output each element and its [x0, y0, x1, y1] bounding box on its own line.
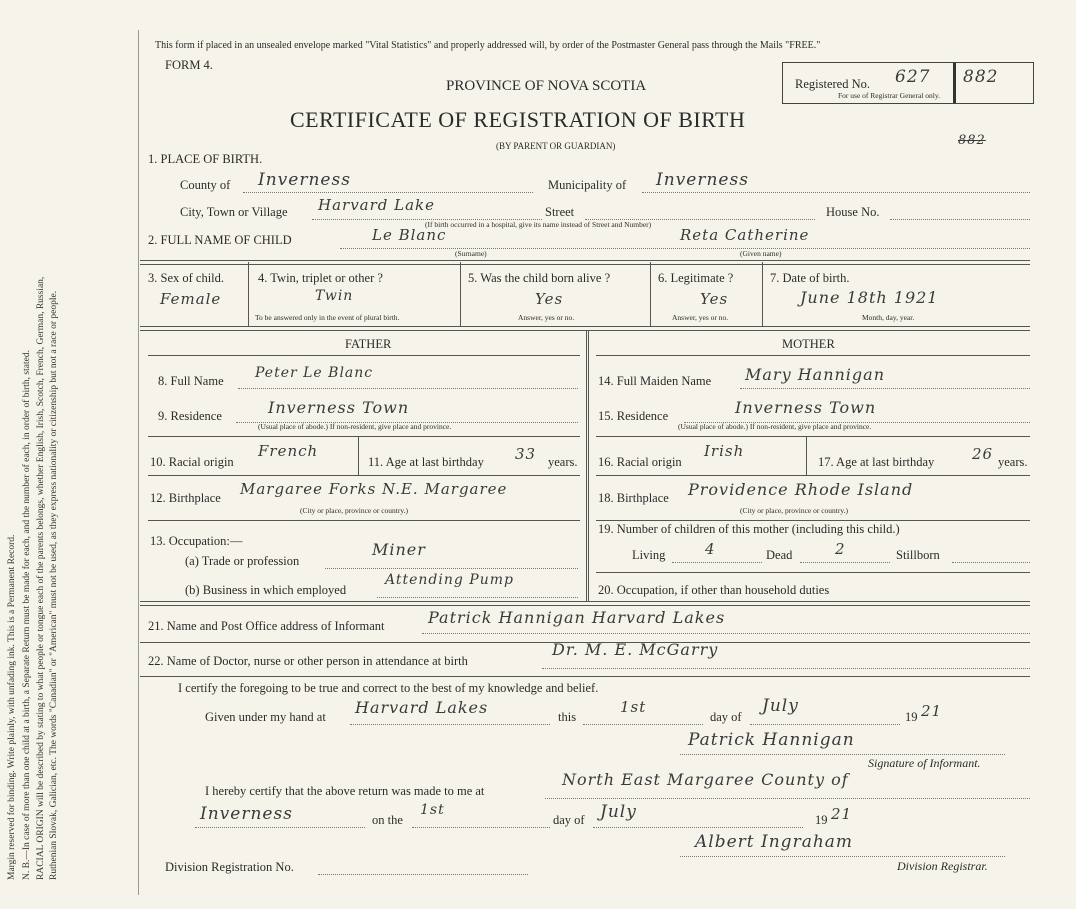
mother-heading: MOTHER [782, 337, 835, 351]
mother-residence-label: 15. Residence [598, 409, 669, 423]
hospital-note: (If birth occurred in a hospital, give its name instead of Street and Number) [425, 220, 652, 229]
rule [596, 520, 1030, 521]
day-of-label: day of [710, 710, 742, 724]
rule [140, 676, 1030, 677]
registrar-signature: Albert Ingraham [695, 832, 854, 852]
month-value: July [762, 696, 799, 716]
day-value: 1st [620, 698, 647, 716]
business-value: Attending Pump [385, 572, 514, 588]
mother-name: Mary Hannigan [745, 365, 885, 384]
mother-age-label: 17. Age at last birthday [818, 455, 935, 469]
child-name-line [340, 248, 1030, 249]
registered-number: 627 [895, 67, 931, 87]
province-heading: PROVINCE OF NOVA SCOTIA [446, 78, 647, 94]
place-of-birth-label: 1. PLACE OF BIRTH. [148, 152, 263, 166]
form-number: FORM 4. [165, 58, 213, 72]
house-label: House No. [826, 205, 880, 219]
father-name: Peter Le Blanc [255, 365, 374, 381]
informant-line [422, 633, 1030, 634]
sex-label: 3. Sex of child. [148, 271, 225, 285]
reg-place-2: Inverness [200, 804, 293, 824]
birth-date-label: 7. Date of birth. [770, 271, 850, 285]
mother-race-label: 16. Racial origin [598, 455, 682, 469]
mother-birthplace-note: (City or place, province or country.) [740, 506, 849, 515]
reg-day-line [412, 827, 550, 828]
trade-line [325, 568, 578, 569]
col-sep [460, 262, 461, 326]
mother-occupation-label: 20. Occupation, if other than household duties [598, 583, 830, 597]
father-race-label: 10. Racial origin [150, 455, 234, 469]
alive-label: 5. Was the child born alive ? [468, 271, 611, 285]
twin-note: To be answered only in the event of plural birth. [255, 313, 400, 322]
division-registration-label: Division Registration No. [165, 860, 294, 874]
doctor-label: 22. Name of Doctor, nurse or other person in attendance at birth [148, 654, 468, 668]
municipality-label: Municipality of [548, 178, 627, 192]
year-prefix: 19 [905, 710, 918, 724]
rule-father [148, 355, 580, 356]
county-value: Inverness [258, 170, 351, 190]
rule-mother [596, 355, 1030, 356]
col-sep [358, 437, 359, 475]
reg-day: 1st [420, 802, 445, 818]
father-residence-label: 9. Residence [158, 409, 222, 423]
rule-parents-top [140, 326, 1030, 331]
living-line [672, 562, 762, 563]
father-years: years. [548, 455, 578, 469]
doctor-value: Dr. M. E. McGarry [552, 640, 719, 659]
stillborn-label: Stillborn [896, 548, 940, 562]
child-surname: Le Blanc [372, 226, 447, 244]
sex-value: Female [160, 290, 222, 308]
twin-value: Twin [315, 288, 354, 304]
rule-top-row [140, 260, 1030, 265]
this-label: this [558, 710, 577, 724]
father-name-line [238, 388, 578, 389]
registered-label: Registered No. [795, 77, 870, 91]
on-the-label: on the [372, 813, 403, 827]
rule [148, 436, 580, 437]
registration-box [782, 62, 1034, 104]
rule [596, 436, 1030, 437]
business-line [377, 597, 578, 598]
year-value: 21 [921, 702, 943, 720]
mother-residence: Inverness Town [735, 398, 877, 417]
city-value: Harvard Lake [318, 196, 436, 214]
mother-name-label: 14. Full Maiden Name [598, 374, 712, 388]
house-line [890, 219, 1030, 220]
rule [148, 520, 580, 521]
trade-value: Miner [372, 540, 426, 559]
day-line [583, 724, 703, 725]
registrar-statement: I hereby certify that the above return was made to me at [205, 784, 485, 798]
occupation-label: 13. Occupation:— [150, 534, 243, 548]
mother-birthplace: Providence Rhode Island [688, 480, 914, 499]
informant-label: 21. Name and Post Office address of Informant [148, 619, 385, 633]
father-residence: Inverness Town [268, 398, 410, 417]
col-sep [248, 262, 249, 326]
twin-label: 4. Twin, triplet or other ? [258, 271, 383, 285]
certificate-title: CERTIFICATE OF REGISTRATION OF BIRTH [290, 107, 746, 132]
mother-years: years. [998, 455, 1028, 469]
registrar-note: For use of Registrar General only. [838, 91, 940, 100]
reg-place2-line [195, 827, 365, 828]
binding-line [138, 30, 139, 895]
margin-number: 882 [958, 133, 986, 148]
children-label: 19. Number of children of this mother (including this child.) [598, 522, 900, 536]
given-name-caption: (Given name) [740, 249, 782, 258]
father-race: French [258, 442, 319, 460]
father-heading: FATHER [345, 337, 392, 351]
father-birthplace: Margaree Forks N.E. Margaree [240, 480, 508, 498]
col-sep [806, 437, 807, 475]
father-residence-note: (Usual place of abode.) If non-resident, give place and province. [258, 422, 452, 431]
rule-informant-top [140, 601, 1030, 606]
col-sep [650, 262, 651, 326]
given-place-line [350, 724, 550, 725]
reg-month: July [600, 802, 637, 822]
signature-caption: Signature of Informant. [868, 756, 981, 770]
registered-number-2: 882 [963, 67, 999, 87]
dead-line [800, 562, 890, 563]
father-age: 33 [515, 445, 537, 463]
rule [148, 475, 580, 476]
informant-signature: Patrick Hannigan [688, 730, 855, 750]
mother-name-line [740, 388, 1030, 389]
parents-divider [586, 330, 589, 602]
father-birthplace-note: (City or place, province or country.) [300, 506, 409, 515]
dead-value: 2 [835, 540, 846, 558]
mail-notice: This form if placed in an unsealed envelope marked "Vital Statistics" and properly addressed will, by order of the Postmaster General pass through the Mails "FREE." [155, 40, 821, 51]
street-label: Street [545, 205, 575, 219]
municipality-value: Inverness [656, 170, 749, 190]
county-line [243, 192, 533, 193]
margin-note-1: Margin reserved for binding. Write plainly, with unfading ink. This is a Permanent Record. [7, 534, 17, 880]
legitimate-label: 6. Legitimate ? [658, 271, 734, 285]
rule [596, 475, 1030, 476]
margin-note-3: RACIAL ORIGIN will be described by stating to what people or tongue each of the parents belongs, whether English, Irish, Scotch, French, German, Russian, [36, 276, 46, 880]
doctor-line [542, 668, 1030, 669]
county-label: County of [180, 178, 231, 192]
business-label: (b) Business in which employed [185, 583, 347, 597]
reg-year-prefix: 19 [815, 813, 828, 827]
informant-value: Patrick Hannigan Harvard Lakes [428, 608, 726, 627]
alive-note: Answer, yes or no. [518, 313, 575, 322]
surname-caption: (Surname) [455, 249, 487, 258]
reg-place-line [545, 798, 1030, 799]
child-name-label: 2. FULL NAME OF CHILD [148, 233, 292, 247]
mother-age: 26 [972, 445, 994, 463]
dead-label: Dead [766, 548, 793, 562]
reg-month-line [593, 827, 803, 828]
given-place: Harvard Lakes [355, 698, 489, 717]
birth-date-note: Month, day, year. [862, 313, 915, 322]
mother-race: Irish [704, 442, 745, 460]
stillborn-line [952, 562, 1030, 563]
legitimate-value: Yes [700, 290, 729, 308]
child-given-name: Reta Catherine [680, 226, 810, 244]
division-registrar-caption: Division Registrar. [897, 859, 988, 873]
division-registration-line [318, 874, 528, 875]
trade-label: (a) Trade or profession [185, 554, 300, 568]
alive-value: Yes [535, 290, 564, 308]
margin-note-4: Ruthenian Slovak, Galician, etc. The words "Canadian" or "American" must not be used, as they express nationality or citizenship but not a race or people. [48, 290, 59, 880]
municipality-line [642, 192, 1030, 193]
certify-statement: I certify the foregoing to be true and correct to the best of my knowledge and belief. [178, 681, 599, 695]
col-sep [762, 262, 763, 326]
father-name-label: 8. Full Name [158, 374, 224, 388]
rule [596, 572, 1030, 573]
city-label: City, Town or Village [180, 205, 288, 219]
reg-day-of-label: day of [553, 813, 585, 827]
reg-year: 21 [831, 805, 853, 823]
certificate-subtitle: (BY PARENT OR GUARDIAN) [496, 141, 616, 151]
month-line [750, 724, 900, 725]
registrar-sig-line [680, 856, 1005, 857]
margin-notes [6, 20, 66, 880]
registration-box-rule [953, 63, 956, 103]
birth-date-value: June 18th 1921 [800, 288, 939, 307]
legitimate-note: Answer, yes or no. [672, 313, 729, 322]
mother-birthplace-label: 18. Birthplace [598, 491, 669, 505]
living-label: Living [632, 548, 666, 562]
margin-note-2: N. B.—In case of more than one child at a birth, a Separate Return must be made for each, and the number of each, in order of birth, stated. [21, 350, 32, 880]
signature-line [680, 754, 1005, 755]
living-value: 4 [705, 540, 716, 558]
mother-residence-note: (Usual place of abode.) If non-resident, give place and province. [678, 422, 872, 431]
given-under-label: Given under my hand at [205, 710, 326, 724]
father-birthplace-label: 12. Birthplace [150, 491, 221, 505]
reg-place: North East Margaree County of [562, 770, 849, 789]
father-age-label: 11. Age at last birthday [368, 455, 484, 469]
